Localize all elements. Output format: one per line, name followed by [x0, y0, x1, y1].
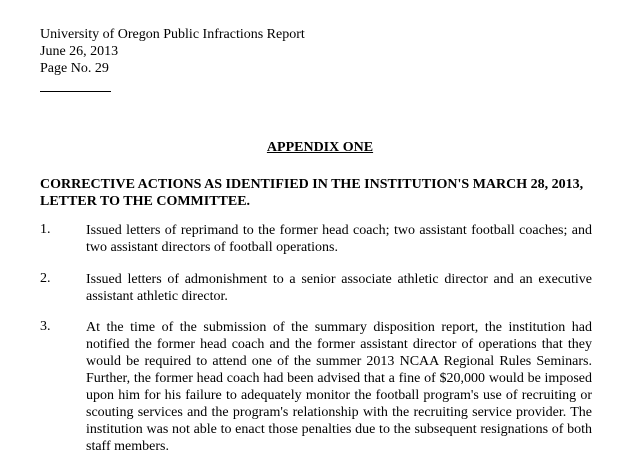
- item-text: At the time of the submission of the summary disposition report, the institution had notified the former head coach and the former assistant director of operations that they would be required to attend one of the summer 2013 NCAA Regional Rules Seminars. Further, the former head coach had been advised that a fine of $20,000 would be imposed upon him for his failure to adequately monitor the football program's use of recruiting or scouting services and the program's relationship with the recruiting service provider. The institution was not able to enact those penalties due to the subsequent resignations of both staff members.: [86, 320, 592, 454]
- item-number: 2.: [40, 271, 51, 286]
- item-number: 1.: [40, 222, 51, 237]
- item-number: 3.: [40, 319, 51, 334]
- item-text: Issued letters of admonishment to a senior associate athletic director and an executive assistant athletic director.: [86, 272, 592, 304]
- item-text: Issued letters of reprimand to the former head coach; two assistant football coaches; and two assistant directors of football operations.: [86, 223, 592, 255]
- section-heading: CORRECTIVE ACTIONS AS IDENTIFIED IN THE INSTITUTION'S MARCH 28, 2013, LETTER TO THE COMMITTEE.: [40, 177, 584, 209]
- report-title: University of Oregon Public Infractions Report: [40, 27, 305, 42]
- report-header: [40, 26, 305, 77]
- report-date: June 26, 2013: [40, 44, 119, 59]
- appendix-title: APPENDIX ONE: [266, 140, 374, 155]
- page-number: Page No. 29: [40, 61, 109, 76]
- header-divider: [40, 91, 111, 92]
